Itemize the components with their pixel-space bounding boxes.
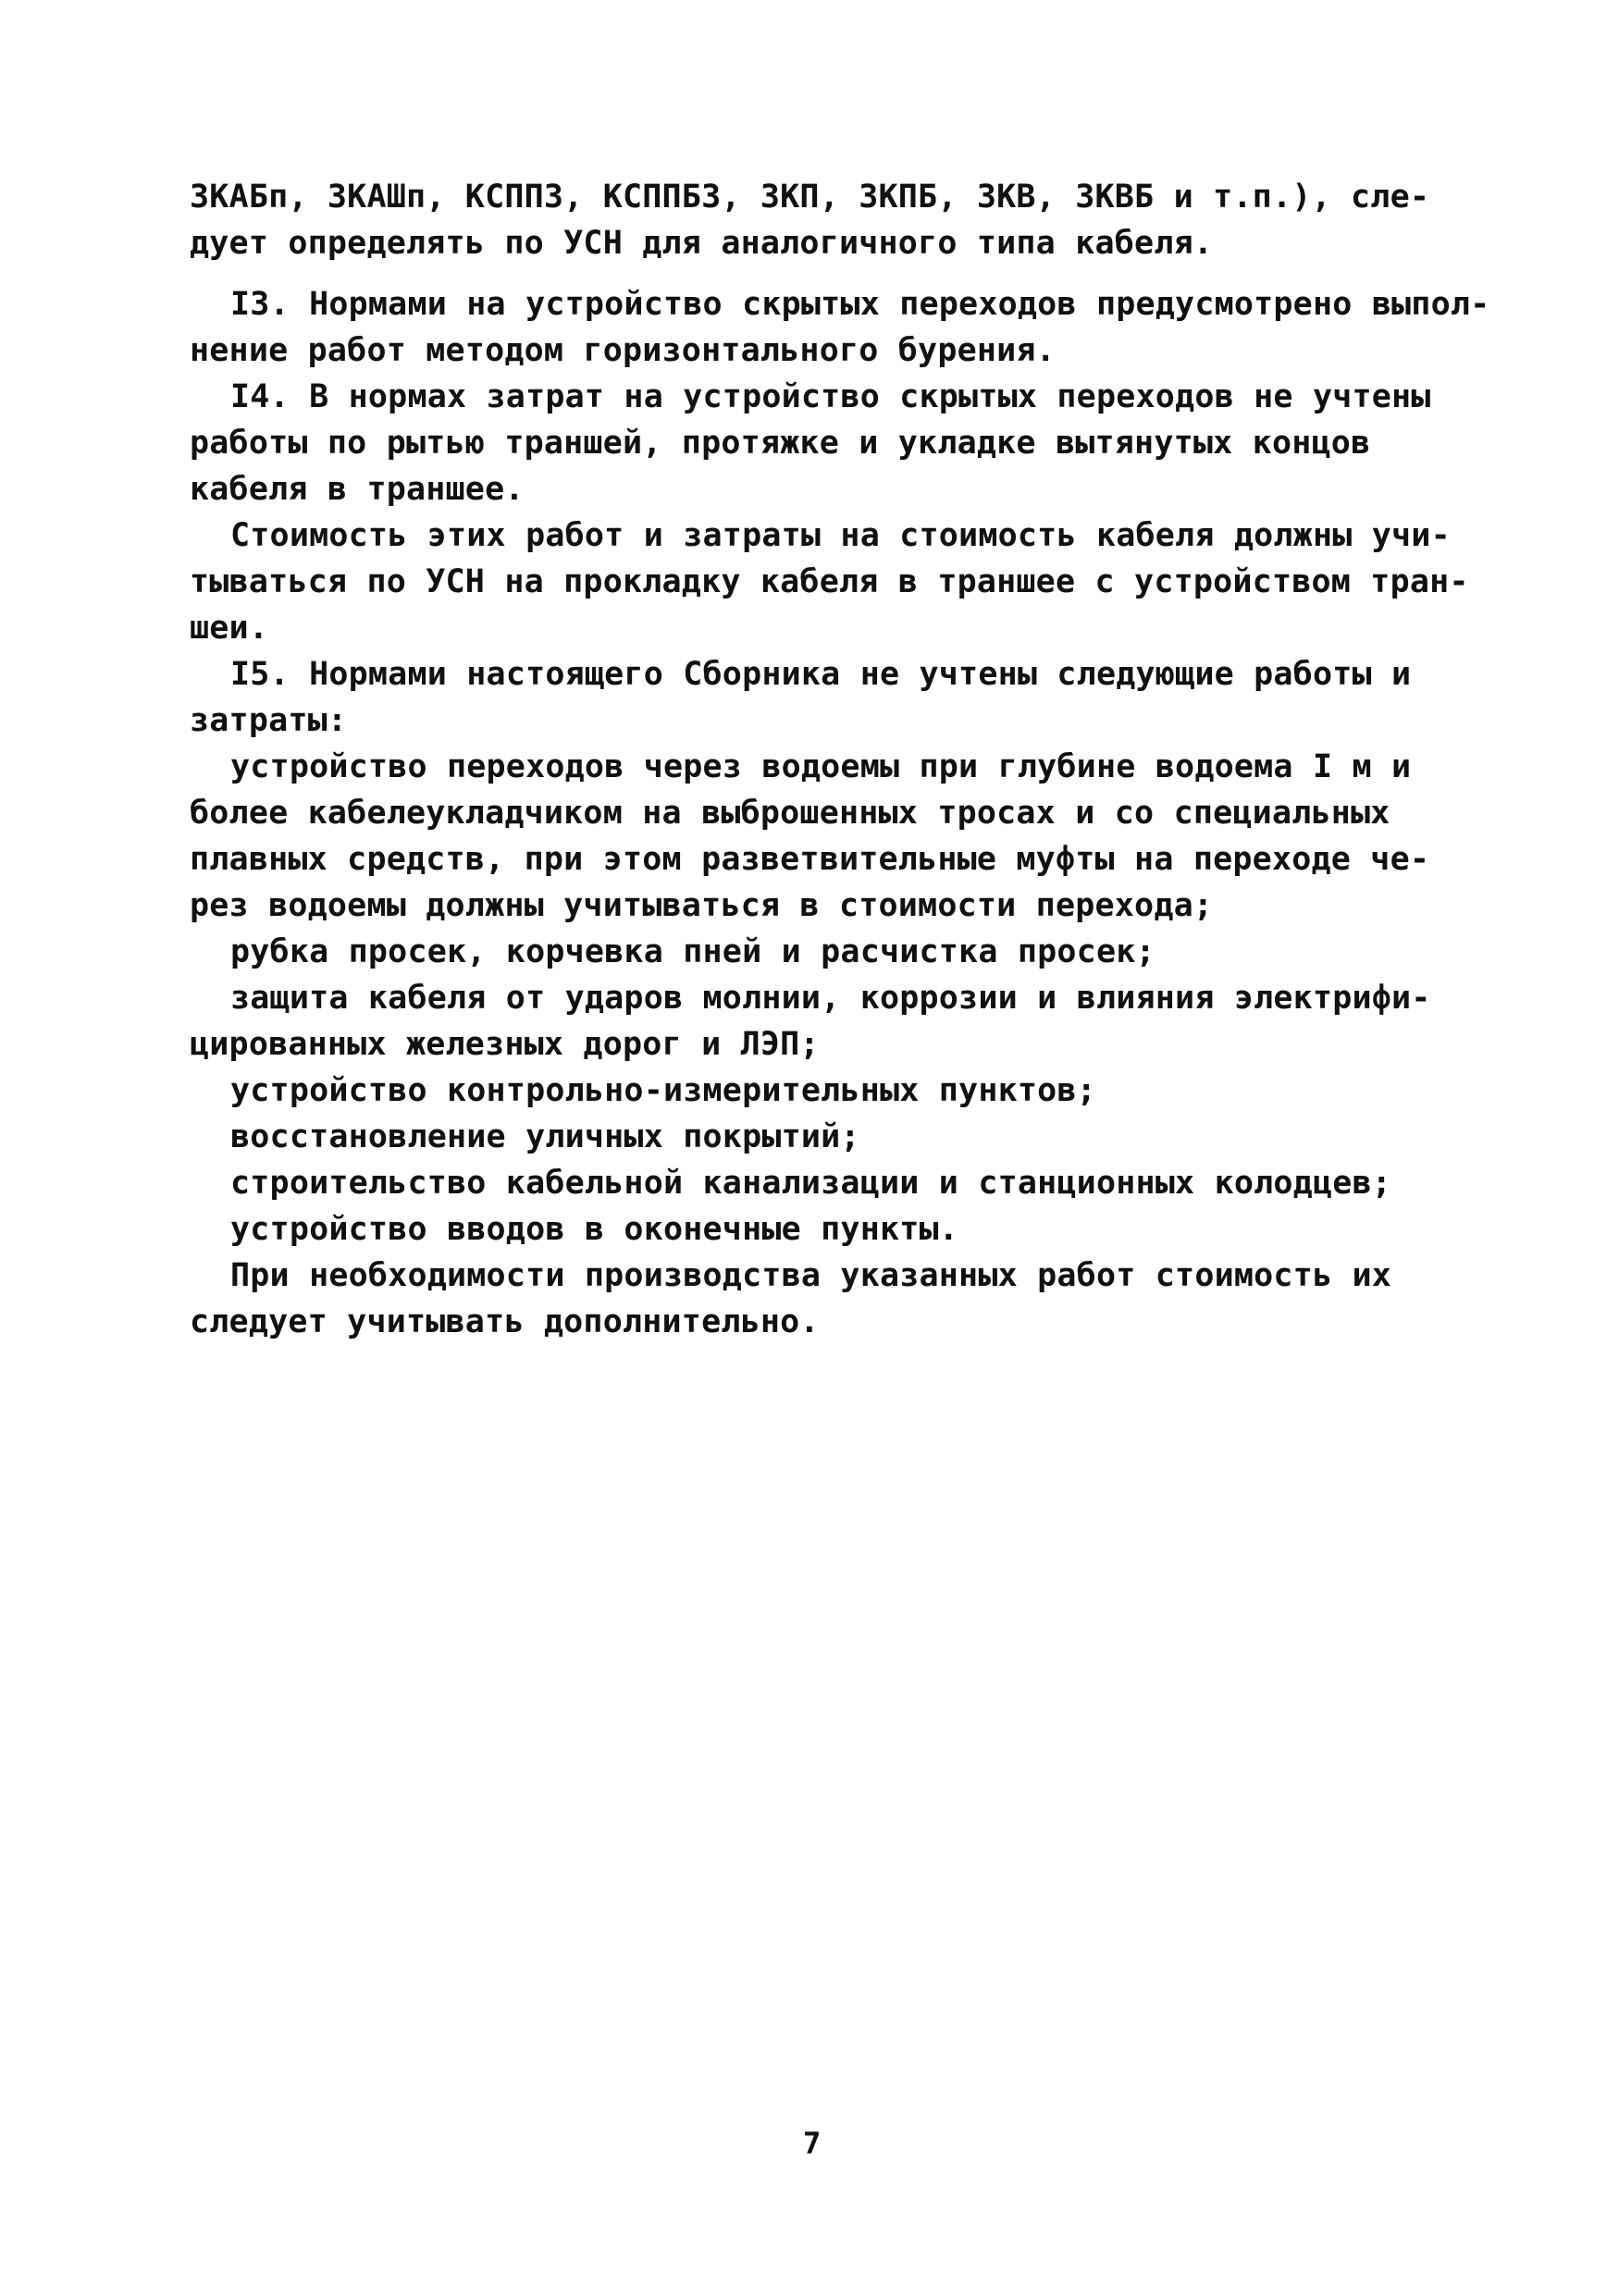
- list-item-line: устройство вводов в оконечные пункты.: [230, 1211, 959, 1248]
- paragraph-14-line: I4. В нормах затрат на устройство скрытых переходов не учтены: [230, 378, 1431, 415]
- text-line: более кабелеукладчиком на выброшенных тросах и со специальных: [190, 795, 1390, 832]
- paragraph-13-line: I3. Нормами на устройство скрытых переходов предусмотрено выпол-: [230, 286, 1490, 323]
- text-line: шеи.: [190, 610, 269, 647]
- text-line: затраты:: [190, 702, 348, 739]
- list-item-line: устройство контрольно-измерительных пунктов;: [230, 1072, 1096, 1109]
- text-line: рез водоемы должны учитываться в стоимости перехода;: [190, 887, 1214, 924]
- list-item-line: устройство переходов через водоемы при глубине водоема I м и: [230, 748, 1412, 785]
- text-line: цированных железных дорог и ЛЭП;: [190, 1026, 820, 1063]
- list-item-line: восстановление уличных покрытий;: [230, 1118, 860, 1155]
- paragraph-gap: [190, 266, 1485, 281]
- text-line: тываться по УСН на прокладку кабеля в траншее с устройством тран-: [190, 563, 1469, 600]
- text-line: ЗКАБп, ЗКАШп, КСПП3, КСППБ3, ЗКП, ЗКПБ, ЗКВ, ЗКВБ и т.п.), сле-: [190, 179, 1430, 216]
- text-line: работы по рытью траншей, протяжке и укладке вытянутых концов: [190, 425, 1371, 462]
- text-line: дует определять по УСН для аналогичного типа кабеля.: [190, 225, 1214, 262]
- list-item-line: защита кабеля от ударов молнии, коррозии и влияния электрифи-: [230, 980, 1431, 1017]
- paragraph-15-line: I5. Нормами настоящего Сборника не учтены следующие работы и: [230, 656, 1412, 693]
- text-line: кабеля в траншее.: [190, 471, 525, 508]
- page-number: 7: [803, 2126, 822, 2161]
- document-text: [190, 174, 1490, 1345]
- paragraph-line: Стоимость этих работ и затраты на стоимость кабеля должны учи-: [230, 517, 1451, 554]
- text-line: следует учитывать дополнительно.: [190, 1303, 820, 1340]
- text-line: плавных средств, при этом разветвительные муфты на переходе че-: [190, 841, 1430, 878]
- text-line: нение работ методом горизонтального бурения.: [190, 332, 1056, 369]
- list-item-line: строительство кабельной канализации и станционных колодцев;: [230, 1165, 1392, 1202]
- list-item-line: рубка просек, корчевка пней и расчистка просек;: [230, 933, 1156, 970]
- closing-paragraph-line: При необходимости производства указанных работ стоимость их: [230, 1257, 1392, 1294]
